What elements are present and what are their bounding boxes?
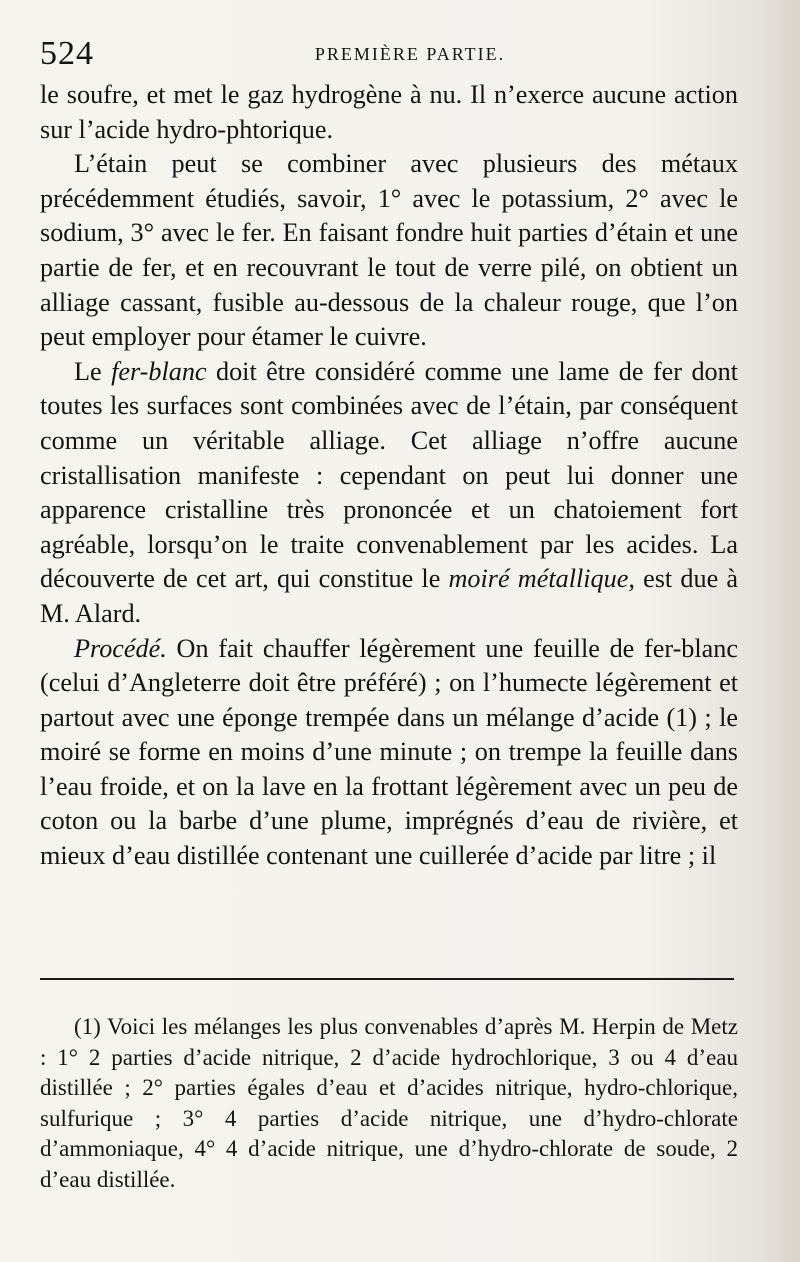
page-number: 524 bbox=[40, 35, 94, 72]
footnote-rule bbox=[40, 978, 734, 980]
running-head: PREMIÈRE PARTIE. bbox=[314, 44, 506, 64]
footnote-text: (1) Voici les mélanges les plus convenables d’après M. Herpin de Metz : 1° 2 parties d’acide nitrique, 2 d’acide hydrochlorique, 3 ou 4 d’eau distillée ; 2° parties égales d’eau et d’acides nitrique, hydro-chlorique, sulfurique ; 3° 4 parties d’acide nitrique, une d’hydro-chlorate d’ammoniaque, 4° 4 d’acide nitrique, une d’hydro-chlorate de soude, 2 d’eau distillée. bbox=[40, 1014, 738, 1192]
term-fer-blanc: fer-blanc bbox=[111, 356, 207, 386]
paragraph-continuation: le soufre, et met le gaz hydrogène à nu. Il n’exerce aucune action sur l’acide hydro-phtorique. bbox=[40, 80, 738, 144]
page-header bbox=[40, 34, 740, 74]
paragraph-etain-alloys: L’étain peut se combiner avec plusieurs des métaux précédemment étudiés, savoir, 1° avec le potassium, 2° avec le sodium, 3° avec le fer. En faisant fondre huit parties d’étain et une partie de fer, et en recouvrant le tout de verre pilé, on obtient un alliage cassant, fusible au-dessous de la chaleur rouge, que l’on peut employer pour étamer le cuivre. bbox=[40, 149, 738, 352]
paragraph-fer-blanc bbox=[40, 355, 738, 632]
paragraph-procede bbox=[40, 632, 738, 874]
text-segment: est due à M. Alard. bbox=[40, 564, 739, 628]
text-segment: Le bbox=[74, 356, 112, 386]
main-text bbox=[40, 78, 738, 874]
footnote bbox=[40, 1012, 738, 1196]
label-procede: Procédé. bbox=[74, 633, 167, 663]
text-segment: doit être considéré comme une lame de fer dont toutes les surfaces sont combinées avec de l’étain, par conséquent comme un véritable alliage. Cet alliage n’offre aucune cristallisation manifeste : cependant on peut lui donner une apparence cristalline très prononcée et un chatoiement fort agréable, lorsqu’on le traite convenablement par les acides. La découverte de cet art, qui constitue le bbox=[40, 356, 738, 594]
procede-text: On fait chauffer légèrement une feuille de fer-blanc (celui d’Angleterre doit être préféré) ; on l’humecte légèrement et partout avec une éponge trempée dans un mélange d’acide (1) ; le moiré se forme en moins d’une minute ; on trempe la feuille dans l’eau froide, et on la lave en la frottant légèrement avec un peu de coton ou la barbe d’une plume, imprégnés d’eau de rivière, et mieux d’eau distillée contenant une cuillerée d’acide par litre ; il bbox=[40, 633, 738, 871]
term-moire-metallique: moiré métallique, bbox=[448, 564, 635, 594]
